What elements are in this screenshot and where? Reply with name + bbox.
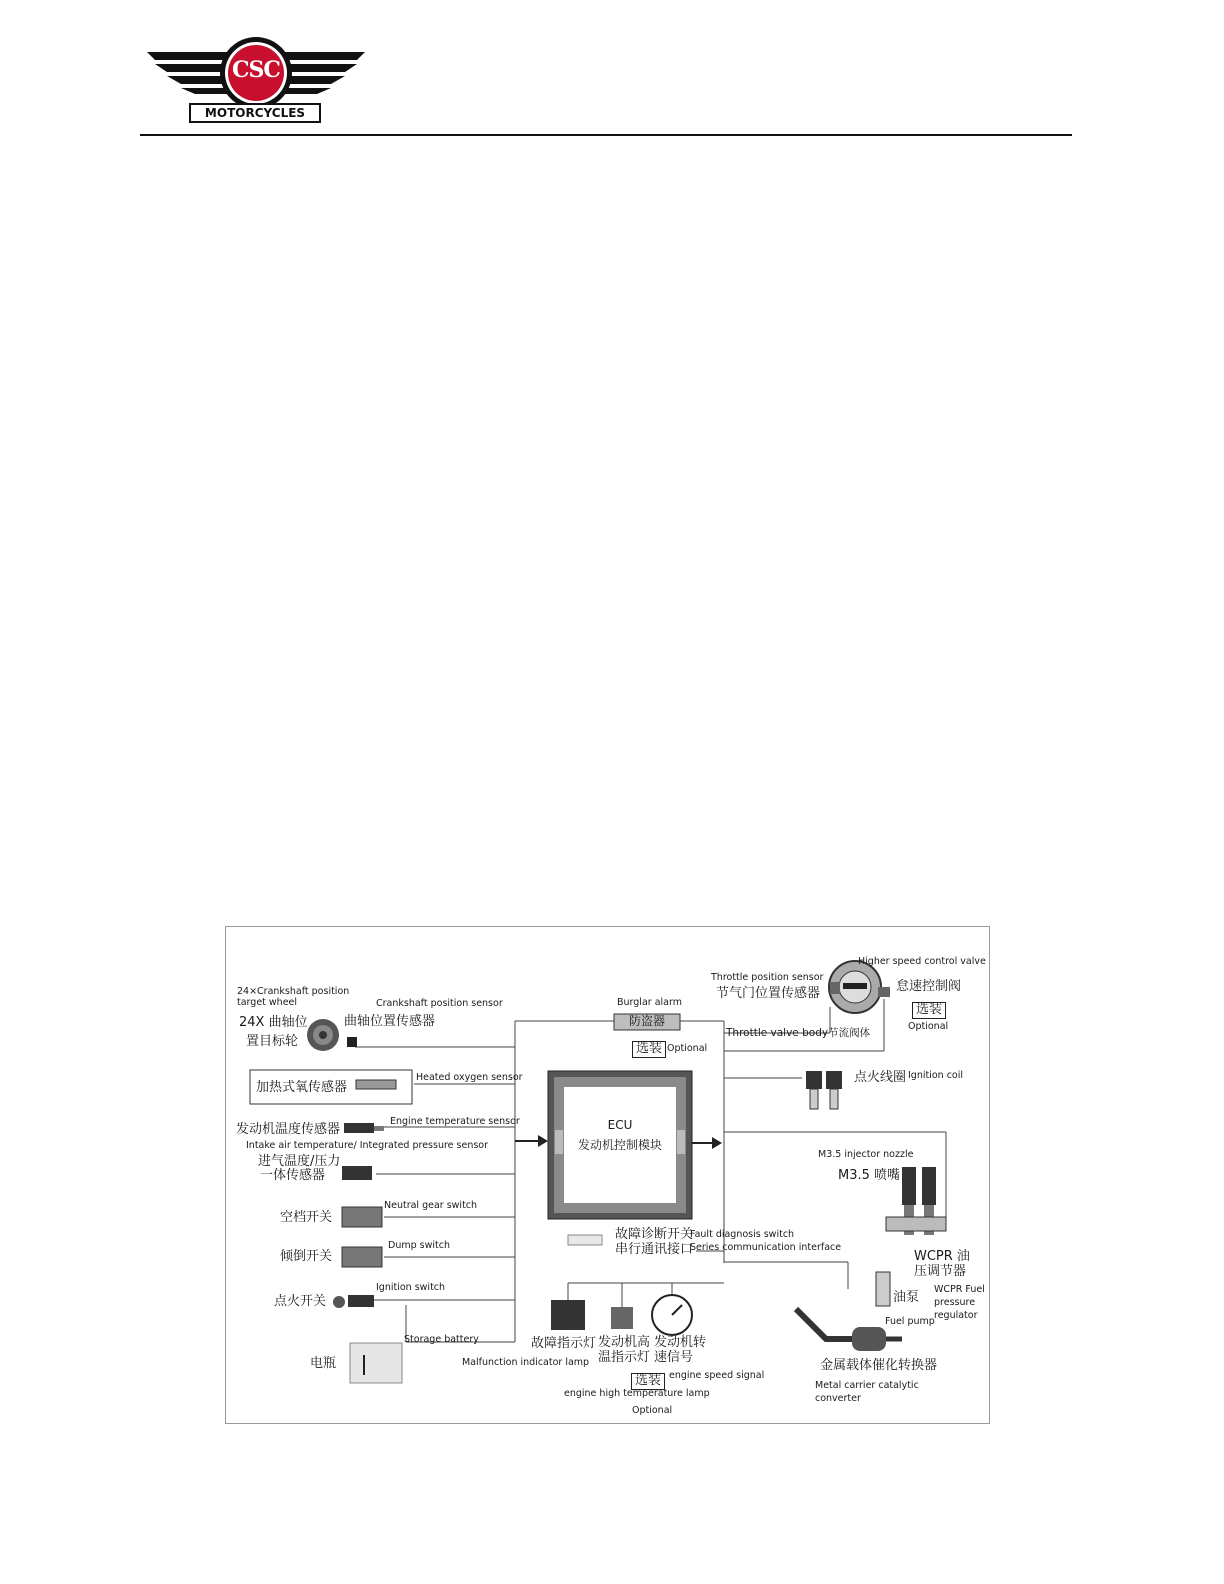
crank-sensor-label-en: Crankshaft position sensor: [376, 998, 503, 1009]
optional-badge-burglar: 选装: [632, 1041, 666, 1058]
wcpr-label-en: WCPR Fuel: [934, 1284, 985, 1295]
crank-wheel-label-zh-2: 置目标轮: [246, 1034, 299, 1049]
neutral-switch-label-en: Neutral gear switch: [384, 1200, 478, 1211]
injector-label-en: M3.5 injector nozzle: [818, 1149, 914, 1160]
crank-wheel-label-en: 24×Crankshaft position target wheel: [237, 986, 350, 1008]
header-rule: [140, 134, 1072, 136]
mil-label-zh: 故障指示灯: [531, 1336, 597, 1351]
speed-signal-label-en: engine speed signal: [669, 1370, 765, 1381]
neutral-switch-label-zh: 空档开关: [280, 1210, 333, 1225]
csc-logo: [145, 36, 367, 126]
optional-label-idle: Optional: [908, 1021, 949, 1032]
catalyst-label-en: Metal carrier catalytic: [815, 1380, 919, 1391]
efi-system-diagram: [225, 926, 990, 1424]
o2-sensor-label-en: Heated oxygen sensor: [416, 1072, 523, 1083]
wcpr-label-en-2: pressure: [934, 1297, 976, 1308]
o2-sensor-label-zh: 加热式氧传感器: [256, 1080, 348, 1095]
ecu-title: ECU: [607, 1118, 633, 1132]
ignition-coil-label-zh: 点火线圈: [854, 1070, 907, 1085]
optional-label-lamps: Optional: [632, 1405, 673, 1416]
fuel-pump-label-zh: 油泵: [893, 1290, 920, 1305]
ignition-coil-label-en: Ignition coil: [908, 1070, 964, 1081]
serial-interface-label-zh: 串行通讯接口: [615, 1242, 694, 1257]
temp-sensor-label-zh: 发动机温度传感器: [236, 1122, 341, 1137]
hot-lamp-label-en: engine high temperature lamp: [564, 1388, 710, 1399]
idle-valve-label-zh: 怠速控制阀: [896, 979, 962, 994]
crank-sensor-label-zh: 曲轴位置传感器: [344, 1014, 436, 1029]
intake-sensor-label-zh: 进气温度/压力: [258, 1154, 341, 1169]
ecu-subtitle: 发动机控制模块: [577, 1138, 662, 1152]
brand-monogram: CSC: [232, 57, 280, 83]
intake-sensor-label-zh-2: 一体传感器: [260, 1168, 326, 1183]
intake-sensor-label-en: Intake air temperature/ Integrated pressure sensor: [246, 1140, 489, 1151]
optional-badge-idle: 选装: [912, 1002, 946, 1019]
battery-label-zh: 电瓶: [310, 1356, 337, 1371]
brand-wordmark: MOTORCYCLES: [204, 106, 306, 120]
temp-sensor-label-en: Engine temperature sensor: [390, 1116, 520, 1127]
injector-label-zh: M3.5 喷嘴: [838, 1168, 901, 1183]
fuel-pump-label-en: Fuel pump: [885, 1316, 935, 1327]
burglar-alarm-label-zh: 防盗器: [629, 1014, 666, 1028]
catalyst-label-zh: 金属载体催化转换器: [820, 1358, 938, 1373]
catalyst-label-en-2: converter: [815, 1393, 861, 1404]
optional-label-burglar: Optional: [667, 1043, 708, 1054]
battery-label-en: Storage battery: [404, 1334, 479, 1345]
dump-switch-label-zh: 倾倒开关: [280, 1249, 333, 1264]
speed-signal-label-zh: 发动机转: [654, 1335, 707, 1350]
hot-lamp-label-zh-2: 温指示灯: [598, 1350, 651, 1365]
burglar-alarm-label-en: Burglar alarm: [617, 997, 682, 1008]
crank-wheel-label-zh: 24X 曲轴位: [239, 1015, 308, 1030]
hot-lamp-label-zh: 发动机高: [598, 1335, 651, 1350]
serial-interface-label-en: Series communication interface: [690, 1242, 842, 1253]
throttle-body-label: Throttle valve body节流阀体: [726, 1027, 871, 1039]
fault-switch-label-en: Fault diagnosis switch: [690, 1229, 795, 1240]
mil-label-en: Malfunction indicator lamp: [462, 1357, 590, 1368]
fault-switch-label-zh: 故障诊断开关: [615, 1227, 694, 1242]
tps-label-en: Throttle position sensor: [711, 972, 824, 983]
wcpr-label-en-3: regulator: [934, 1310, 978, 1321]
wcpr-label-zh: WCPR 油: [914, 1249, 970, 1264]
ignition-switch-label-en: Ignition switch: [376, 1282, 446, 1293]
tps-label-zh: 节气门位置传感器: [716, 986, 821, 1001]
ignition-switch-label-zh: 点火开关: [274, 1294, 327, 1309]
dump-switch-label-en: Dump switch: [388, 1240, 450, 1251]
wcpr-label-zh-2: 压调节器: [914, 1264, 967, 1279]
idle-valve-label-en: Higher speed control valve: [858, 956, 986, 967]
optional-badge-lamps: 选装: [631, 1373, 665, 1390]
speed-signal-label-zh-2: 速信号: [654, 1350, 694, 1365]
